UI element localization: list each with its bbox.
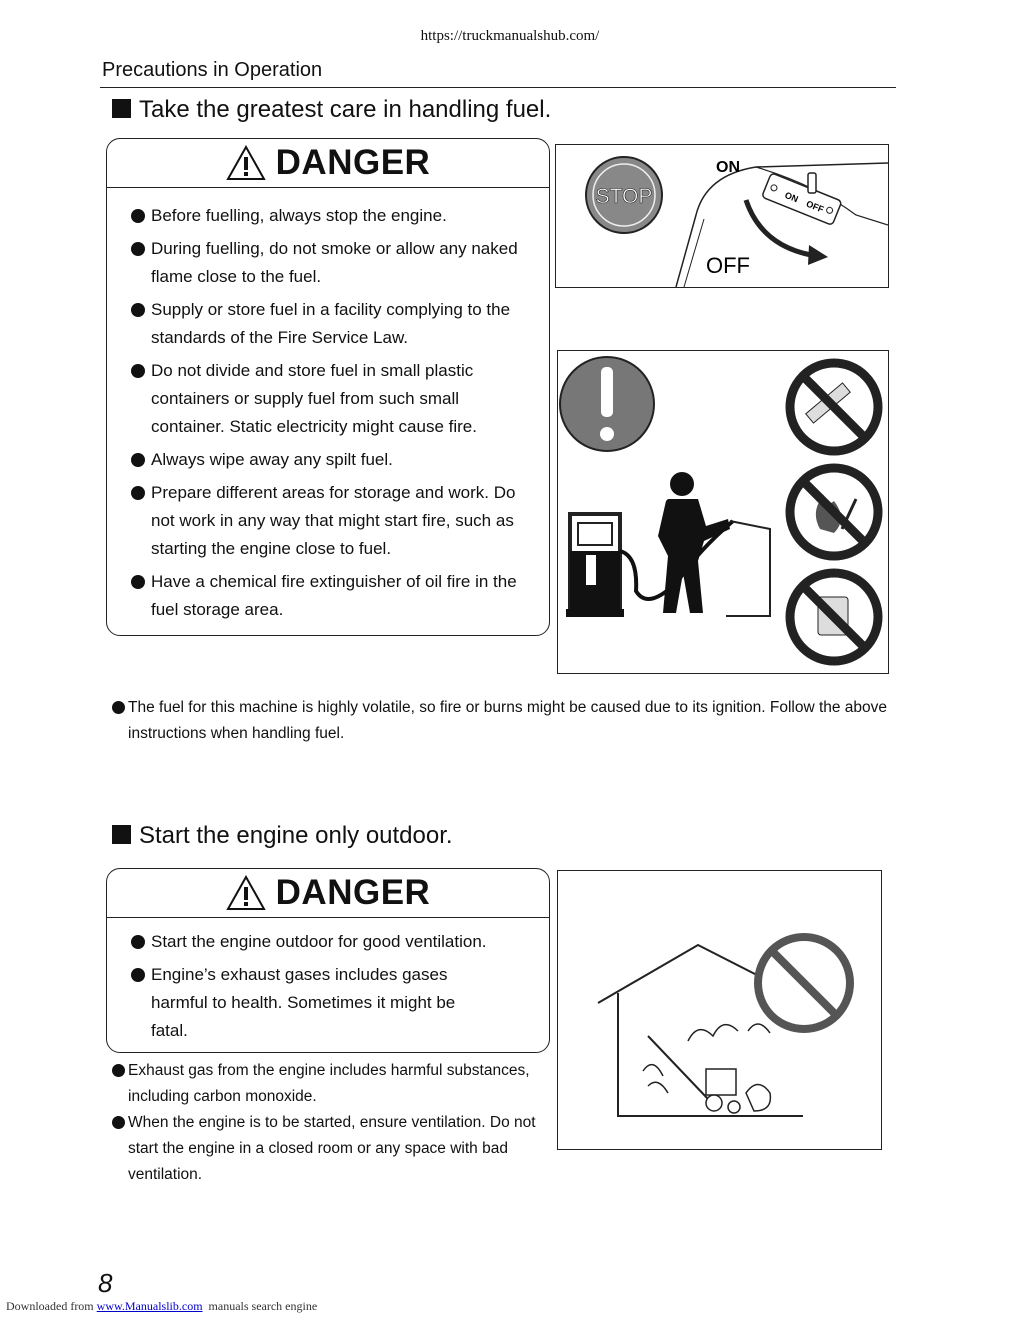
- bullet-icon: [131, 364, 145, 378]
- page-header: Precautions in Operation: [102, 59, 323, 81]
- machine-tank: [726, 521, 770, 616]
- list-item: Engine’s exhaust gases includes gases harmful to health. Sometimes it might be fatal.: [107, 961, 495, 1045]
- no-smoking-icon: [790, 363, 878, 451]
- footer: Downloaded from www.Manualslib.com manuals search engine: [6, 1299, 318, 1313]
- list-item: Do not divide and store fuel in small plastic containers or supply fuel from such small container. Static electricity might cause fire.: [107, 357, 529, 441]
- danger-header: [107, 139, 549, 188]
- bullet-icon: [112, 701, 125, 714]
- prohibition-icon: [758, 937, 850, 1029]
- manualslib-link[interactable]: www.Manualslib.com: [96, 1299, 203, 1313]
- bullet-icon: [131, 303, 145, 317]
- list-item: Always wipe away any spilt fuel.: [107, 446, 529, 474]
- indoor-engine-illustration: [557, 870, 882, 1150]
- danger-box-fuel: [106, 138, 550, 636]
- danger-list: [107, 928, 549, 1045]
- no-open-flame-icon: [790, 468, 878, 556]
- danger-list: [107, 202, 549, 624]
- square-bullet-icon: [112, 99, 131, 118]
- warning-triangle-icon: [226, 145, 266, 181]
- bullet-icon: [131, 486, 145, 500]
- svg-text:ON: ON: [783, 189, 800, 205]
- on-label: ON: [716, 159, 740, 176]
- off-label: OFF: [706, 253, 750, 278]
- no-fuel-can-icon: [790, 573, 878, 661]
- indoor-engine-drawing: [558, 871, 881, 1149]
- danger-label: DANGER: [275, 143, 431, 182]
- bullet-icon: [112, 1064, 125, 1077]
- section-title-fuel: Take the greatest care in handling fuel.: [112, 96, 551, 124]
- danger-box-outdoor: [106, 868, 550, 1053]
- person-fuelling-icon: [658, 472, 730, 613]
- stop-label: STOP: [595, 185, 653, 208]
- list-item: During fuelling, do not smoke or allow any naked flame close to the fuel.: [107, 235, 529, 291]
- list-item: Supply or store fuel in a facility complying to the standards of the Fire Service Law.: [107, 296, 529, 352]
- bullet-icon: [131, 935, 145, 949]
- exhaust-smoke: [688, 1024, 770, 1041]
- warning-triangle-icon: [226, 875, 266, 911]
- bullet-icon: [131, 968, 145, 982]
- danger-header: [107, 869, 549, 918]
- list-item: Prepare different areas for storage and work. Do not work in any way that might start fire, such as starting the engine close to fuel.: [107, 479, 529, 563]
- danger-label: DANGER: [275, 873, 431, 912]
- page-number: 8: [98, 1268, 113, 1298]
- list-item: Exhaust gas from the engine includes harmful substances, including carbon monoxide.: [112, 1058, 552, 1110]
- engine-switch-drawing: [556, 145, 888, 287]
- svg-text:OFF: OFF: [804, 198, 826, 215]
- note-fuel: The fuel for this machine is highly volatile, so fire or burns might be caused due to its ignition. Follow the above instructions when handling fuel.: [112, 695, 902, 747]
- bullet-icon: [112, 1116, 125, 1129]
- header-rule: [100, 87, 896, 88]
- switch-knob: [808, 173, 816, 193]
- engine-switch-plate: [762, 173, 842, 226]
- notes-outdoor: [112, 1058, 552, 1188]
- bullet-icon: [131, 209, 145, 223]
- section-title-outdoor: Start the engine only outdoor.: [112, 822, 453, 850]
- fuel-hazard-illustration: [557, 350, 889, 674]
- bullet-icon: [131, 242, 145, 256]
- fuel-hazard-drawing: [558, 351, 888, 673]
- source-url: https://truckmanualshub.com/: [420, 28, 600, 44]
- list-item: When the engine is to be started, ensure ventilation. Do not start the engine in a closed room or any space with bad ventilation.: [112, 1110, 552, 1188]
- list-item: Start the engine outdoor for good ventilation.: [107, 928, 495, 956]
- list-item: Have a chemical fire extinguisher of oil fire in the fuel storage area.: [107, 568, 529, 624]
- bullet-icon: [131, 453, 145, 467]
- list-item: Before fuelling, always stop the engine.: [107, 202, 529, 230]
- bullet-icon: [131, 575, 145, 589]
- tiller-machine-icon: [648, 1036, 770, 1113]
- square-bullet-icon: [112, 825, 131, 844]
- engine-switch-illustration: [555, 144, 889, 288]
- arrow-icon: [808, 245, 828, 265]
